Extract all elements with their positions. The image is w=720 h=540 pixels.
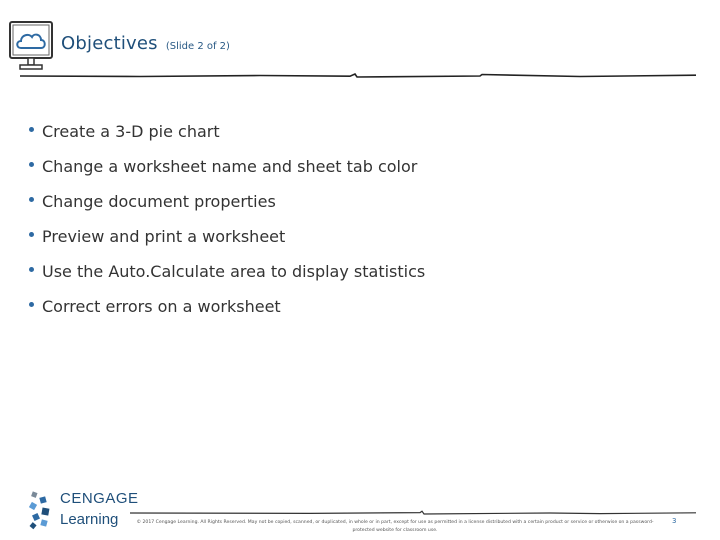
list-item-text: Change document properties (42, 192, 276, 211)
page-number: 3 (672, 517, 677, 525)
list-item-text: Change a worksheet name and sheet tab color (42, 157, 418, 176)
copyright-notice: © 2017 Cengage Learning. All Rights Reserved. May not be copied, scanned, or duplicated, in whole or in part, except for use as permitted in a license distributed with a certain product or service or otherwise on a password-protected website for classroom use. (136, 520, 654, 533)
bullet-icon (29, 162, 34, 167)
bullet-icon (29, 127, 34, 132)
list-item-text: Correct errors on a worksheet (42, 297, 281, 316)
logo-text-cengage: CENGAGE (60, 490, 139, 507)
list-item-text: Create a 3-D pie chart (42, 122, 220, 141)
list-item (28, 261, 425, 296)
list-item (28, 121, 425, 156)
header-divider (20, 72, 696, 80)
objectives-list (28, 121, 425, 331)
bullet-icon (29, 197, 34, 202)
cloud-monitor-icon (8, 20, 54, 72)
slide-title: Objectives (61, 33, 158, 54)
bullet-icon (29, 267, 34, 272)
list-item (28, 191, 425, 226)
list-item-text: Preview and print a worksheet (42, 227, 286, 246)
list-item (28, 296, 425, 331)
title-row (61, 33, 230, 54)
list-item-text: Use the Auto.Calculate area to display statistics (42, 262, 426, 281)
bullet-icon (29, 232, 34, 237)
list-item (28, 156, 425, 191)
logo-text-learning: Learning (60, 511, 119, 528)
bullet-icon (29, 302, 34, 307)
footer-divider (130, 510, 696, 516)
slide-subtitle: (Slide 2 of 2) (165, 41, 230, 52)
cengage-logo-mark-icon (28, 490, 54, 530)
list-item (28, 226, 425, 261)
